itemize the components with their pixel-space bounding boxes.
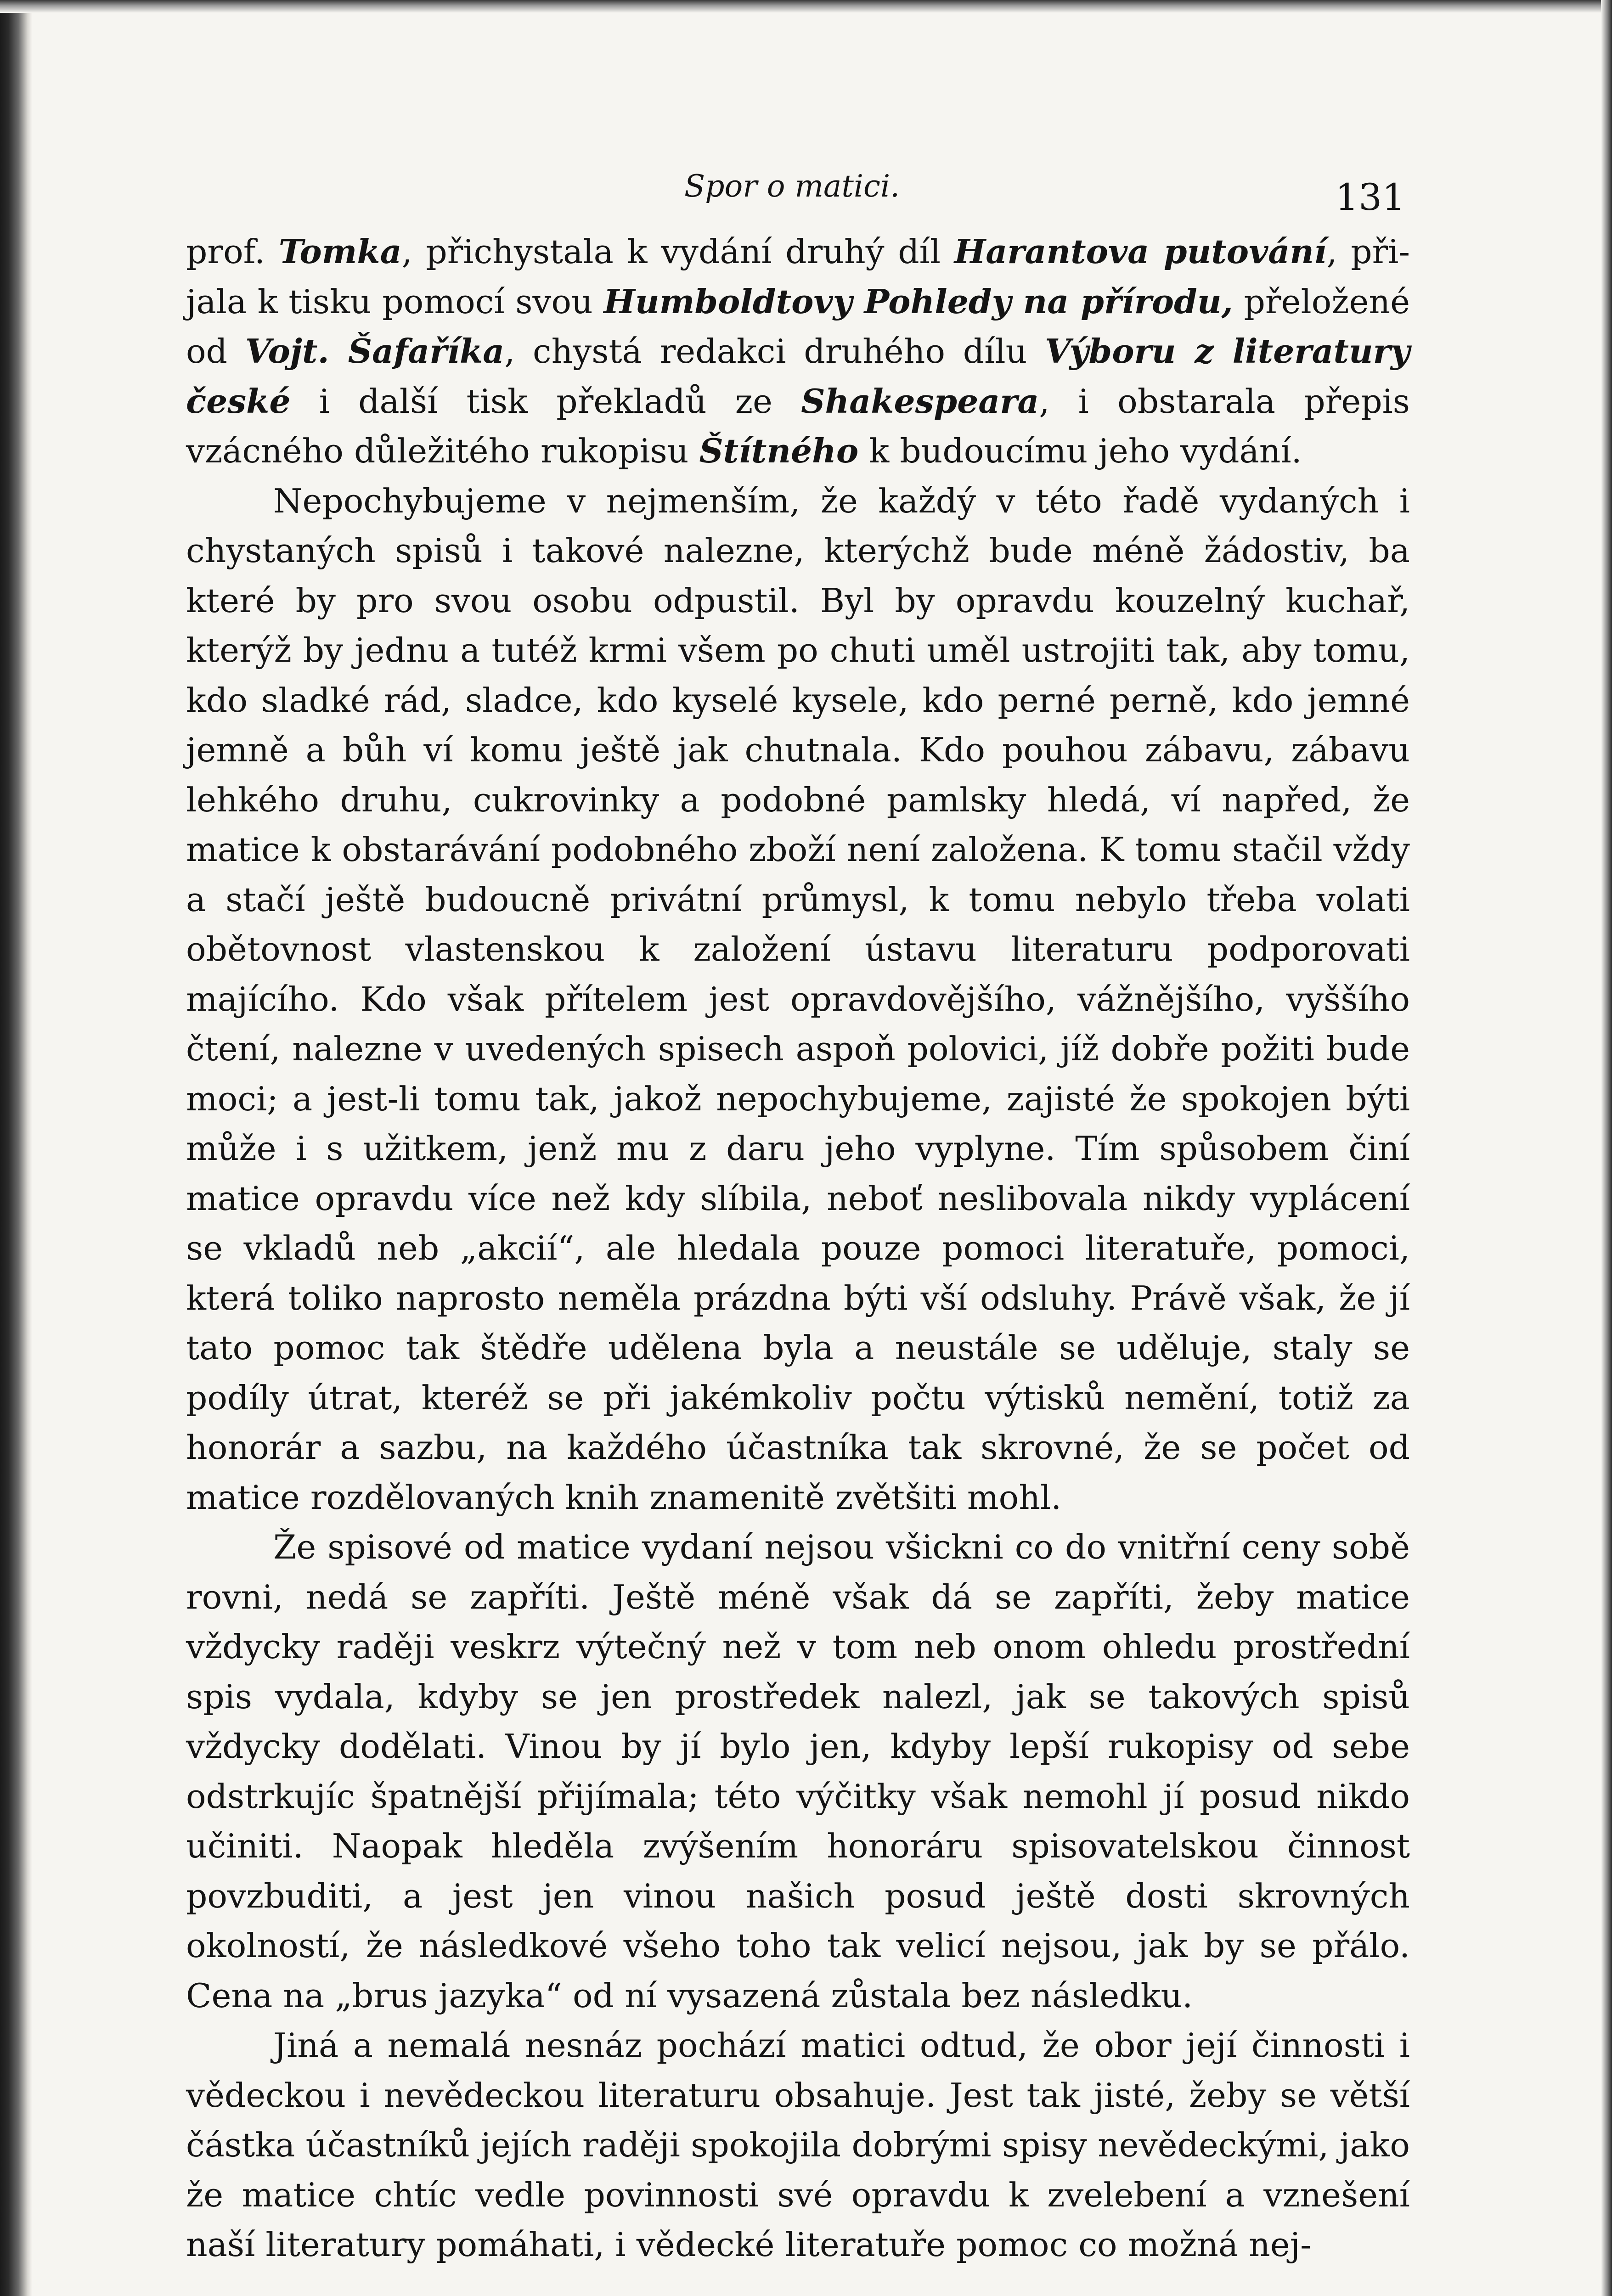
text-run: , i obstarala přepis vzácného důležitého rukopisu [186,382,1410,471]
text-run: , přijala k tisku pomocí svou [186,233,1410,321]
text-run: Nepochybujeme v nejmenším, že každý v této řadě vydaných i chystaných spisů i takové nalezne, kterýchž bude méně žádostiv, ba které by pro svou osobu odpustil. Byl by opravdu kouzelný kuchař, kterýž by jednu a tutéž krmi všem po chuti uměl ustrojiti tak, aby tomu, kdo sladké rád, sladce, kdo kyselé kysele, kdo perné perně, kdo jemné jemně a bůh ví komu ještě jak chutnala. Kdo pouhou zábavu, zábavu lehkého druhu, cukrovinky a podobné pamlsky hledá, ví napřed, že matice k obstarávání podobného zboží není založena. K tomu stačil vždy a stačí ještě budoucně privátní průmysl, k tomu nebylo třeba volati obětovnost vlastenskou k založení ústavu literaturu podporovati majícího. Kdo však přítelem jest opravdovějšího, vážnějšího, vyššího čtení, nalezne v uvedených spisech aspoň polovici, jíž dobře požiti bude moci; a jest-li tomu tak, jakož nepochybujeme, zajisté že spokojen býti může i s užitkem, jenž mu z daru jeho vyplyne. Tím spůsobem činí matice opravdu více než kdy slíbila, neboť neslibovala nikdy vyplácení se vkladů neb „akcií“, ale hledala pouze pomoci literatuře, pomoci, která toliko naprosto neměla prázdna býti vší odsluhy. Právě však, že jí tato pomoc tak štědře udělena byla a neustále se uděluje, staly se podíly útrat, kteréž se při jakémkoliv počtu výtisků nemění, totiž za honorár a sazbu, na každého účastníka tak skrovné, že se počet od matice rozdělovaných knih znamenitě zvětšiti mohl. [186,482,1410,1517]
emphasized-title: Štítného [699,432,859,471]
paragraph [186,1523,1410,2021]
page-number: 131 [1335,176,1405,219]
emphasized-title-wrapper [699,432,858,471]
emphasized-title: Tomka [278,232,402,271]
text-run: prof. [186,233,279,271]
emphasized-title: Shakespeara [801,382,1039,421]
emphasized-title-wrapper [603,282,1233,321]
emphasized-title: Harantova putování [954,232,1327,271]
emphasized-title-wrapper [954,232,1327,271]
body-text [186,227,1410,2270]
text-run: , chystá redakci druhého dílu [504,332,1045,371]
scan-shadow-top [0,0,1612,13]
emphasized-title-wrapper [279,232,402,271]
running-title: Spor o matici. [684,169,900,204]
emphasized-title-wrapper [801,382,1039,421]
emphasized-title: Vojt. Šafaříka [245,332,505,371]
paragraph [186,227,1410,477]
running-head [186,163,1410,227]
text-run: i další tisk překladů ze [290,382,801,421]
scan-shadow-right [1601,0,1612,2296]
emphasized-title: Humboldtovy Pohledy na přírodu, [603,282,1233,321]
text-run: k budoucímu jeho vydání. [858,432,1302,471]
text-run: přeložené od [186,282,1410,371]
paragraph [186,477,1410,1523]
paragraph [186,2021,1410,2270]
book-page [186,163,1410,2270]
scan-shadow-left [0,0,32,2296]
emphasized-title: Výboru z literatury české [186,332,1410,421]
text-run: Že spisové od matice vydaní nejsou všickni co do vnitřní ceny sobě rovni, nedá se zapříti. Ještě méně však dá se zapříti, žeby matice vždycky raději veskrz výtečný než v tom neb onom ohledu prostřední spis vydala, kdyby se jen prostředek nalezl, jak se takových spisů vždycky dodělati. Vinou by jí bylo jen, kdyby lepší rukopisy od sebe odstrkujíc špatnější přijímala; této výčitky však nemohl jí posud nikdo učiniti. Naopak hleděla zvýšením honoráru spisovatelskou činnost povzbuditi, a jest jen vinou našich posud ještě dosti skrovných okolností, že následkové všeho toho tak velicí nejsou, jak by se přálo. Cena na „brus jazyka“ od ní vysazená zůstala bez následku. [186,1528,1410,2015]
text-run: Jiná a nemalá nesnáz pochází matici odtud, že obor její činnosti i vědeckou i nevědeckou literaturu obsahuje. Jest tak jisté, žeby se větší částka účastníků jejích raději spokojila dobrými spisy nevědeckými, jako že matice chtíc vedle povinnosti své opravdu k zvelebení a vznešení naší literatury pomáhati, i vědecké literatuře pomoc co možná nej- [186,2026,1410,2264]
text-run: , přichystala k vydání druhý díl [401,233,954,271]
emphasized-title-wrapper [245,332,504,371]
